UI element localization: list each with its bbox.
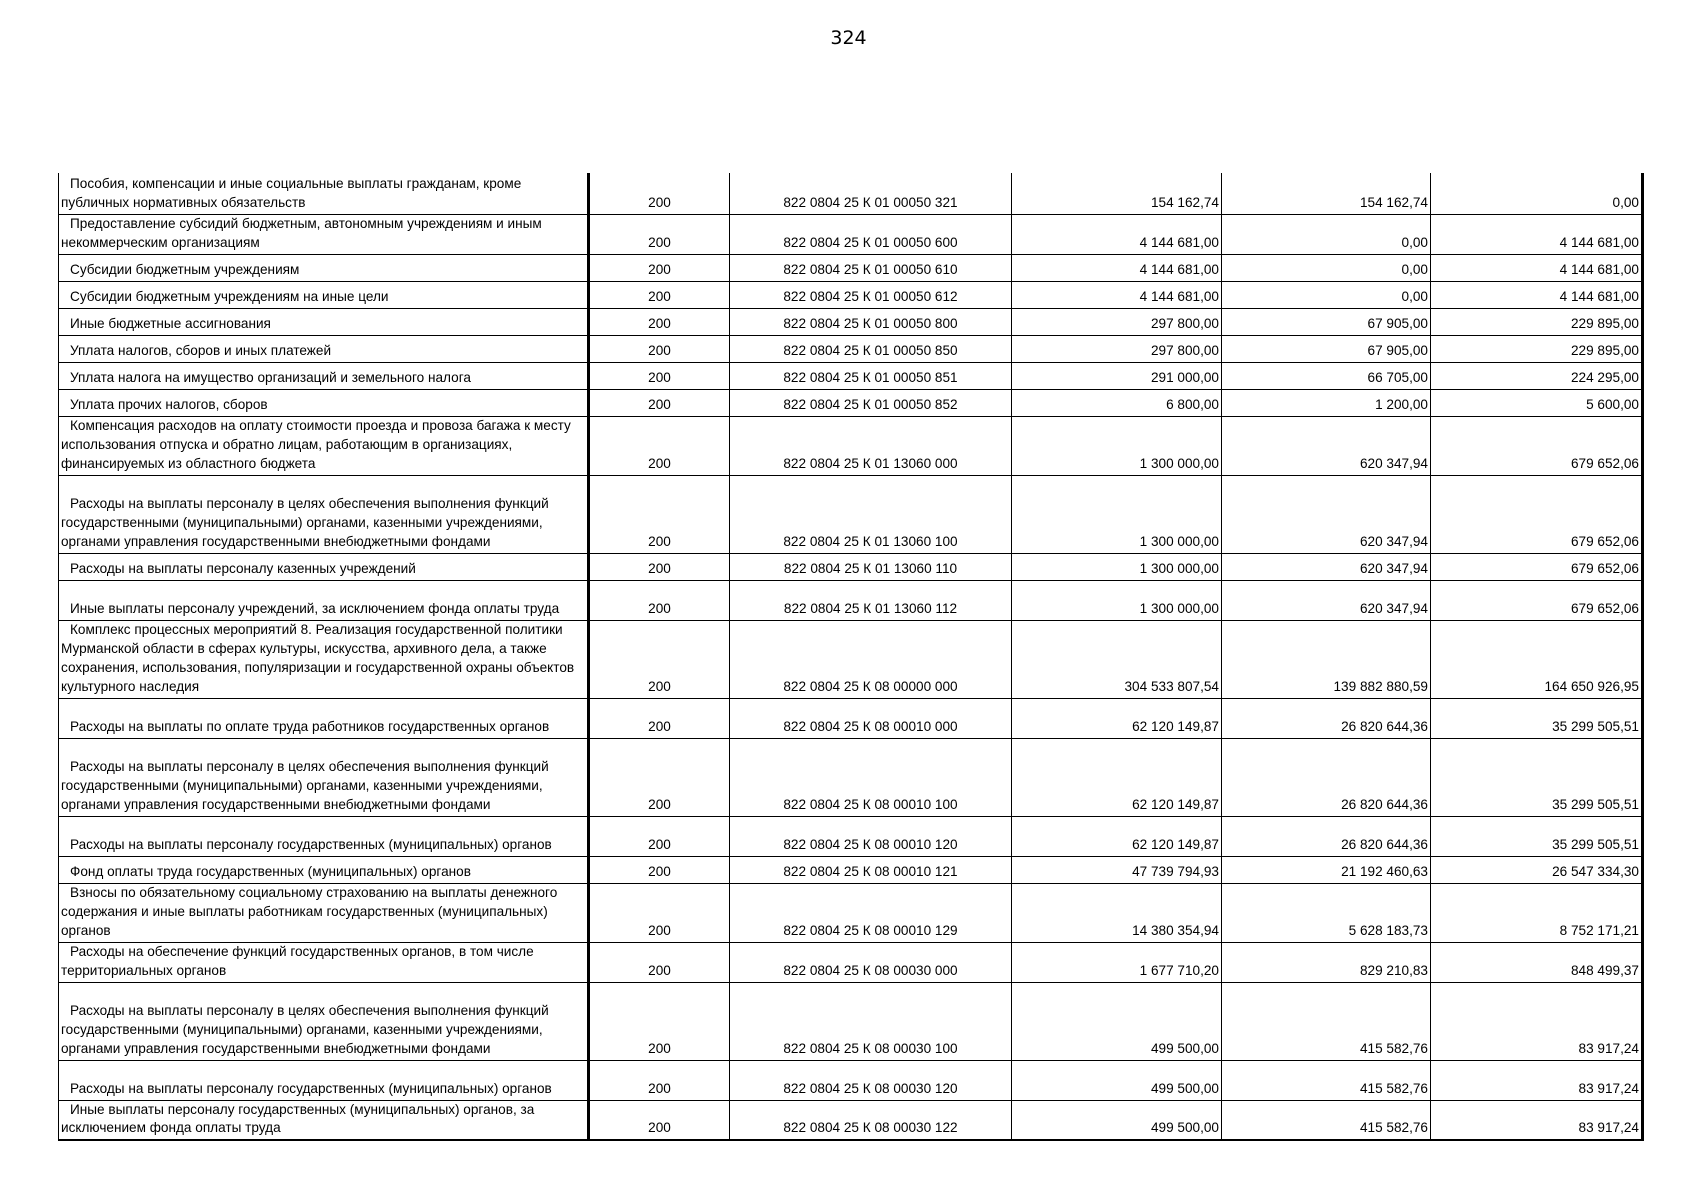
- row-line-code: 200: [589, 416, 730, 475]
- row-unexecuted-amount: 224 295,00: [1431, 362, 1643, 389]
- table-row: [59, 254, 1643, 281]
- row-executed-amount: 620 347,94: [1222, 416, 1431, 475]
- row-approved-amount: 4 144 681,00: [1012, 281, 1222, 308]
- row-approved-amount: 499 500,00: [1012, 1060, 1222, 1100]
- row-approved-amount: 4 144 681,00: [1012, 254, 1222, 281]
- table-row: [59, 1060, 1643, 1100]
- row-budget-classification: 822 0804 25 К 01 00050 851: [730, 362, 1012, 389]
- row-executed-amount: 26 820 644,36: [1222, 738, 1431, 816]
- row-unexecuted-amount: 83 917,24: [1431, 1060, 1643, 1100]
- row-description: Компенсация расходов на оплату стоимости проезда и провоза багажа к месту использования отпуска и обратно лицам, работающим в организациях, финансируемых из областного бюджета: [59, 416, 589, 475]
- row-line-code: 200: [589, 982, 730, 1060]
- row-unexecuted-amount: 4 144 681,00: [1431, 281, 1643, 308]
- table-row: [59, 362, 1643, 389]
- row-description: Расходы на выплаты персоналу в целях обеспечения выполнения функций государственными (муниципальными) органами, казенными учреждениями, органами управления государственными внебюджетными фондами: [59, 738, 589, 816]
- table-row: [59, 475, 1643, 553]
- row-executed-amount: 26 820 644,36: [1222, 816, 1431, 856]
- table-row: [59, 389, 1643, 416]
- row-approved-amount: 304 533 807,54: [1012, 620, 1222, 698]
- row-line-code: 200: [589, 816, 730, 856]
- row-budget-classification: 822 0804 25 К 08 00030 000: [730, 942, 1012, 982]
- row-unexecuted-amount: 83 917,24: [1431, 982, 1643, 1060]
- row-description: Предоставление субсидий бюджетным, автономным учреждениям и иным некоммерческим организациям: [59, 214, 589, 254]
- row-line-code: 200: [589, 475, 730, 553]
- row-budget-classification: 822 0804 25 К 01 13060 112: [730, 580, 1012, 620]
- row-approved-amount: 499 500,00: [1012, 1100, 1222, 1140]
- table-row: [59, 214, 1643, 254]
- table-row: [59, 883, 1643, 942]
- row-line-code: 200: [589, 362, 730, 389]
- row-executed-amount: 415 582,76: [1222, 982, 1431, 1060]
- row-line-code: 200: [589, 553, 730, 580]
- row-executed-amount: 620 347,94: [1222, 553, 1431, 580]
- table-row: [59, 738, 1643, 816]
- row-line-code: 200: [589, 1100, 730, 1140]
- row-approved-amount: 62 120 149,87: [1012, 816, 1222, 856]
- row-description: Комплекс процессных мероприятий 8. Реализация государственной политики Мурманской области в сферах культуры, искусства, архивного дела, а также сохранения, использования, популяризации и государственной охраны объектов культурного наследия: [59, 620, 589, 698]
- row-approved-amount: 1 300 000,00: [1012, 475, 1222, 553]
- row-unexecuted-amount: 229 895,00: [1431, 335, 1643, 362]
- row-description: Уплата налогов, сборов и иных платежей: [59, 335, 589, 362]
- row-executed-amount: 829 210,83: [1222, 942, 1431, 982]
- table-row: [59, 1100, 1643, 1140]
- table-row: [59, 942, 1643, 982]
- row-budget-classification: 822 0804 25 К 01 00050 852: [730, 389, 1012, 416]
- row-line-code: 200: [589, 856, 730, 883]
- row-executed-amount: 67 905,00: [1222, 335, 1431, 362]
- row-unexecuted-amount: 35 299 505,51: [1431, 816, 1643, 856]
- row-executed-amount: 66 705,00: [1222, 362, 1431, 389]
- row-executed-amount: 0,00: [1222, 281, 1431, 308]
- row-budget-classification: 822 0804 25 К 01 00050 321: [730, 173, 1012, 214]
- row-line-code: 200: [589, 942, 730, 982]
- row-line-code: 200: [589, 883, 730, 942]
- row-line-code: 200: [589, 738, 730, 816]
- row-budget-classification: 822 0804 25 К 01 00050 612: [730, 281, 1012, 308]
- row-description: Расходы на выплаты персоналу государственных (муниципальных) органов: [59, 1060, 589, 1100]
- row-description: Пособия, компенсации и иные социальные выплаты гражданам, кроме публичных нормативных обязательств: [59, 173, 589, 214]
- row-budget-classification: 822 0804 25 К 08 00030 100: [730, 982, 1012, 1060]
- table-row: [59, 335, 1643, 362]
- row-unexecuted-amount: 679 652,06: [1431, 553, 1643, 580]
- row-budget-classification: 822 0804 25 К 08 00030 122: [730, 1100, 1012, 1140]
- row-budget-classification: 822 0804 25 К 08 00010 121: [730, 856, 1012, 883]
- row-approved-amount: 499 500,00: [1012, 982, 1222, 1060]
- row-description: Фонд оплаты труда государственных (муниципальных) органов: [59, 856, 589, 883]
- row-description: Иные выплаты персоналу учреждений, за исключением фонда оплаты труда: [59, 580, 589, 620]
- row-budget-classification: 822 0804 25 К 08 00010 100: [730, 738, 1012, 816]
- row-budget-classification: 822 0804 25 К 08 00010 000: [730, 698, 1012, 738]
- row-approved-amount: 1 677 710,20: [1012, 942, 1222, 982]
- row-executed-amount: 415 582,76: [1222, 1100, 1431, 1140]
- row-description: Расходы на выплаты персоналу государственных (муниципальных) органов: [59, 816, 589, 856]
- table-row: [59, 982, 1643, 1060]
- row-unexecuted-amount: 35 299 505,51: [1431, 738, 1643, 816]
- row-line-code: 200: [589, 281, 730, 308]
- table-row: [59, 698, 1643, 738]
- table-row: [59, 416, 1643, 475]
- budget-table: [58, 173, 1644, 1141]
- row-approved-amount: 1 300 000,00: [1012, 553, 1222, 580]
- row-description: Уплата прочих налогов, сборов: [59, 389, 589, 416]
- row-approved-amount: 1 300 000,00: [1012, 580, 1222, 620]
- row-unexecuted-amount: 679 652,06: [1431, 475, 1643, 553]
- row-approved-amount: 6 800,00: [1012, 389, 1222, 416]
- row-executed-amount: 154 162,74: [1222, 173, 1431, 214]
- row-unexecuted-amount: 848 499,37: [1431, 942, 1643, 982]
- row-description: Расходы на выплаты персоналу в целях обеспечения выполнения функций государственными (муниципальными) органами, казенными учреждениями, органами управления государственными внебюджетными фондами: [59, 982, 589, 1060]
- row-executed-amount: 415 582,76: [1222, 1060, 1431, 1100]
- row-executed-amount: 21 192 460,63: [1222, 856, 1431, 883]
- row-approved-amount: 291 000,00: [1012, 362, 1222, 389]
- row-budget-classification: 822 0804 25 К 08 00030 120: [730, 1060, 1012, 1100]
- row-executed-amount: 26 820 644,36: [1222, 698, 1431, 738]
- row-approved-amount: 1 300 000,00: [1012, 416, 1222, 475]
- row-line-code: 200: [589, 1060, 730, 1100]
- table-row: [59, 580, 1643, 620]
- budget-table-body: [59, 173, 1643, 1140]
- row-approved-amount: 297 800,00: [1012, 308, 1222, 335]
- row-unexecuted-amount: 26 547 334,30: [1431, 856, 1643, 883]
- row-budget-classification: 822 0804 25 К 01 00050 600: [730, 214, 1012, 254]
- row-executed-amount: 5 628 183,73: [1222, 883, 1431, 942]
- row-description: Расходы на выплаты персоналу в целях обеспечения выполнения функций государственными (муниципальными) органами, казенными учреждениями, органами управления государственными внебюджетными фондами: [59, 475, 589, 553]
- row-executed-amount: 67 905,00: [1222, 308, 1431, 335]
- row-line-code: 200: [589, 580, 730, 620]
- row-description: Уплата налога на имущество организаций и земельного налога: [59, 362, 589, 389]
- row-budget-classification: 822 0804 25 К 01 00050 610: [730, 254, 1012, 281]
- row-approved-amount: 4 144 681,00: [1012, 214, 1222, 254]
- row-approved-amount: 62 120 149,87: [1012, 698, 1222, 738]
- table-row: [59, 281, 1643, 308]
- row-budget-classification: 822 0804 25 К 08 00010 120: [730, 816, 1012, 856]
- table-row: [59, 173, 1643, 214]
- row-unexecuted-amount: 164 650 926,95: [1431, 620, 1643, 698]
- row-executed-amount: 620 347,94: [1222, 475, 1431, 553]
- table-row: [59, 620, 1643, 698]
- row-budget-classification: 822 0804 25 К 01 00050 850: [730, 335, 1012, 362]
- row-budget-classification: 822 0804 25 К 01 00050 800: [730, 308, 1012, 335]
- row-unexecuted-amount: 4 144 681,00: [1431, 214, 1643, 254]
- row-unexecuted-amount: 679 652,06: [1431, 580, 1643, 620]
- row-executed-amount: 620 347,94: [1222, 580, 1431, 620]
- row-line-code: 200: [589, 335, 730, 362]
- row-unexecuted-amount: 229 895,00: [1431, 308, 1643, 335]
- row-line-code: 200: [589, 308, 730, 335]
- row-approved-amount: 47 739 794,93: [1012, 856, 1222, 883]
- row-unexecuted-amount: 4 144 681,00: [1431, 254, 1643, 281]
- table-row: [59, 553, 1643, 580]
- table-row: [59, 816, 1643, 856]
- row-unexecuted-amount: 35 299 505,51: [1431, 698, 1643, 738]
- row-executed-amount: 0,00: [1222, 214, 1431, 254]
- row-executed-amount: 1 200,00: [1222, 389, 1431, 416]
- row-budget-classification: 822 0804 25 К 01 13060 100: [730, 475, 1012, 553]
- row-approved-amount: 297 800,00: [1012, 335, 1222, 362]
- row-line-code: 200: [589, 698, 730, 738]
- row-description: Субсидии бюджетным учреждениям: [59, 254, 589, 281]
- row-budget-classification: 822 0804 25 К 08 00000 000: [730, 620, 1012, 698]
- row-executed-amount: 139 882 880,59: [1222, 620, 1431, 698]
- row-budget-classification: 822 0804 25 К 08 00010 129: [730, 883, 1012, 942]
- row-unexecuted-amount: 83 917,24: [1431, 1100, 1643, 1140]
- row-line-code: 200: [589, 214, 730, 254]
- row-unexecuted-amount: 679 652,06: [1431, 416, 1643, 475]
- row-description: Расходы на обеспечение функций государственных органов, в том числе территориальных органов: [59, 942, 589, 982]
- row-unexecuted-amount: 5 600,00: [1431, 389, 1643, 416]
- row-budget-classification: 822 0804 25 К 01 13060 000: [730, 416, 1012, 475]
- row-approved-amount: 14 380 354,94: [1012, 883, 1222, 942]
- row-budget-classification: 822 0804 25 К 01 13060 110: [730, 553, 1012, 580]
- row-executed-amount: 0,00: [1222, 254, 1431, 281]
- table-row: [59, 856, 1643, 883]
- row-approved-amount: 154 162,74: [1012, 173, 1222, 214]
- page-number: 324: [830, 27, 867, 49]
- row-line-code: 200: [589, 389, 730, 416]
- table-row: [59, 308, 1643, 335]
- row-description: Иные выплаты персоналу государственных (муниципальных) органов, за исключением фонда оплаты труда: [59, 1100, 589, 1140]
- row-description: Расходы на выплаты по оплате труда работников государственных органов: [59, 698, 589, 738]
- row-description: Субсидии бюджетным учреждениям на иные цели: [59, 281, 589, 308]
- row-line-code: 200: [589, 173, 730, 214]
- row-description: Иные бюджетные ассигнования: [59, 308, 589, 335]
- row-unexecuted-amount: 0,00: [1431, 173, 1643, 214]
- row-line-code: 200: [589, 620, 730, 698]
- row-approved-amount: 62 120 149,87: [1012, 738, 1222, 816]
- row-description: Расходы на выплаты персоналу казенных учреждений: [59, 553, 589, 580]
- row-description: Взносы по обязательному социальному страхованию на выплаты денежного содержания и иные выплаты работникам государственных (муниципальных) органов: [59, 883, 589, 942]
- row-line-code: 200: [589, 254, 730, 281]
- row-unexecuted-amount: 8 752 171,21: [1431, 883, 1643, 942]
